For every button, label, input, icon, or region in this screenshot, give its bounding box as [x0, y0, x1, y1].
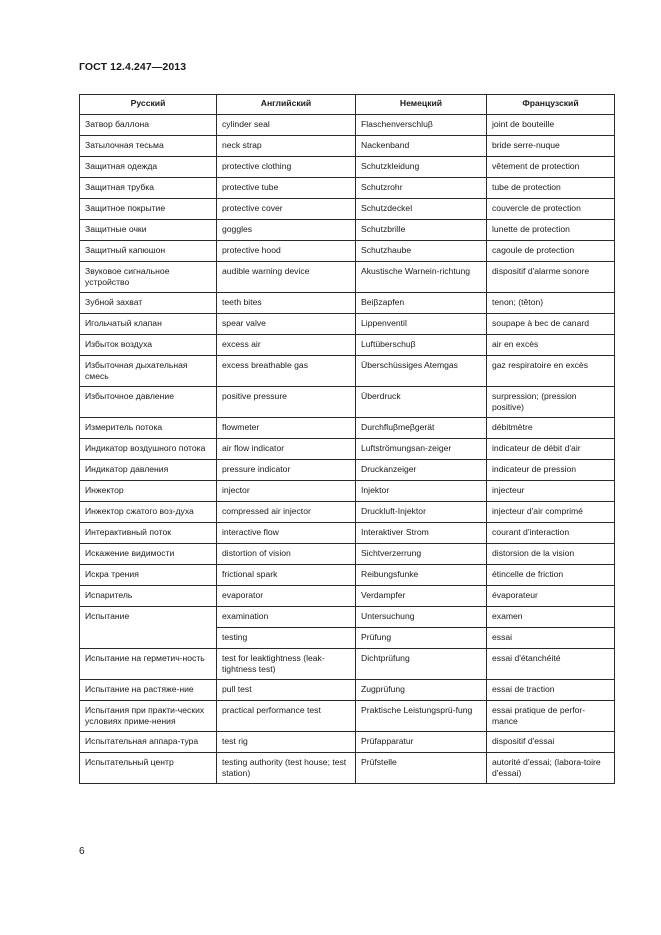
cell-english: spear valve	[217, 314, 356, 335]
cell-russian: Избыток воздуха	[80, 335, 217, 356]
cell-russian: Звуковое сигнальное устройство	[80, 262, 217, 293]
table-row	[80, 387, 615, 418]
cell-french: surpression; (pression positive)	[487, 387, 615, 418]
cell-french: essai	[487, 628, 615, 649]
cell-russian: Инжектор сжатого воз-духа	[80, 502, 217, 523]
cell-german: Sichtverzerrung	[356, 544, 487, 565]
cell-french: vêtement de protection	[487, 157, 615, 178]
table-row	[80, 241, 615, 262]
table-row	[80, 178, 615, 199]
cell-english: flowmeter	[217, 418, 356, 439]
cell-french: injecteur d'air comprimé	[487, 502, 615, 523]
cell-french: étincelle de friction	[487, 565, 615, 586]
cell-english: teeth bites	[217, 293, 356, 314]
cell-english: interactive flow	[217, 523, 356, 544]
cell-english: examination	[217, 607, 356, 628]
cell-english: excess breathable gas	[217, 356, 356, 387]
cell-french: évaporateur	[487, 586, 615, 607]
cell-french: autorité d'essai; (labora-toire d'essai)	[487, 753, 615, 784]
table-row	[80, 262, 615, 293]
table-row	[80, 586, 615, 607]
cell-french: dispositif d'essai	[487, 732, 615, 753]
table-row	[80, 220, 615, 241]
cell-english: injector	[217, 481, 356, 502]
cell-french: distorsion de la vision	[487, 544, 615, 565]
cell-russian: Индикатор давления	[80, 460, 217, 481]
cell-french: essai de traction	[487, 680, 615, 701]
cell-german: Zugprüfung	[356, 680, 487, 701]
cell-english: positive pressure	[217, 387, 356, 418]
cell-russian: Испытание	[80, 607, 217, 649]
cell-german: Beiβzapfen	[356, 293, 487, 314]
table-row	[80, 418, 615, 439]
cell-english: neck strap	[217, 136, 356, 157]
table-row	[80, 607, 615, 628]
cell-english: protective clothing	[217, 157, 356, 178]
cell-french: courant d'interaction	[487, 523, 615, 544]
table-row	[80, 565, 615, 586]
cell-english: compressed air injector	[217, 502, 356, 523]
table-body	[80, 115, 615, 784]
cell-russian: Защитные очки	[80, 220, 217, 241]
cell-german: Lippenventil	[356, 314, 487, 335]
table-row	[80, 680, 615, 701]
column-header-german: Немецкий	[356, 95, 487, 115]
table-header-row	[80, 95, 615, 115]
cell-russian: Защитная одежда	[80, 157, 217, 178]
terminology-table	[79, 94, 615, 784]
cell-russian: Затылочная тесьма	[80, 136, 217, 157]
cell-german: Luftströmungsan-zeiger	[356, 439, 487, 460]
cell-french: bride serre-nuque	[487, 136, 615, 157]
cell-english: goggles	[217, 220, 356, 241]
cell-french: couvercle de protection	[487, 199, 615, 220]
cell-french: indicateur de débit d'air	[487, 439, 615, 460]
cell-german: Schutzbrille	[356, 220, 487, 241]
cell-english: testing	[217, 628, 356, 649]
cell-russian: Искажение видимости	[80, 544, 217, 565]
cell-russian: Интерактивный поток	[80, 523, 217, 544]
table-row	[80, 157, 615, 178]
cell-russian: Измеритель потока	[80, 418, 217, 439]
cell-french: indicateur de pression	[487, 460, 615, 481]
cell-german: Prüfung	[356, 628, 487, 649]
cell-russian: Избыточная дыхательная смесь	[80, 356, 217, 387]
cell-english: protective cover	[217, 199, 356, 220]
cell-german: Verdampfer	[356, 586, 487, 607]
cell-russian: Индикатор воздушного потока	[80, 439, 217, 460]
cell-french: lunette de protection	[487, 220, 615, 241]
cell-german: Schutzkleidung	[356, 157, 487, 178]
table-row	[80, 732, 615, 753]
table-row	[80, 335, 615, 356]
cell-russian: Испытание на растяже-ние	[80, 680, 217, 701]
cell-english: audible warning device	[217, 262, 356, 293]
cell-russian: Испытательная аппара-тура	[80, 732, 217, 753]
cell-french: cagoule de protection	[487, 241, 615, 262]
table-row	[80, 314, 615, 335]
table-row	[80, 481, 615, 502]
cell-french: essai pratique de perfor-mance	[487, 701, 615, 732]
cell-english: air flow indicator	[217, 439, 356, 460]
cell-english: testing authority (test house; test station)	[217, 753, 356, 784]
cell-german: Untersuchung	[356, 607, 487, 628]
cell-russian: Затвор баллона	[80, 115, 217, 136]
cell-russian: Испытания при практи-ческих условиях приме-нения	[80, 701, 217, 732]
cell-russian: Защитная трубка	[80, 178, 217, 199]
table-row	[80, 502, 615, 523]
cell-german: Schutzrohr	[356, 178, 487, 199]
cell-french: dispositif d'alarme sonore	[487, 262, 615, 293]
table-row	[80, 293, 615, 314]
cell-english: protective hood	[217, 241, 356, 262]
cell-french: injecteur	[487, 481, 615, 502]
cell-english: excess air	[217, 335, 356, 356]
column-header-russian: Русский	[80, 95, 217, 115]
table-row	[80, 115, 615, 136]
cell-english: evaporator	[217, 586, 356, 607]
cell-russian: Искра трения	[80, 565, 217, 586]
cell-german: Druckluft-Injektor	[356, 502, 487, 523]
cell-russian: Защитное покрытие	[80, 199, 217, 220]
cell-german: Überdruck	[356, 387, 487, 418]
table-row	[80, 356, 615, 387]
cell-french: joint de bouteille	[487, 115, 615, 136]
cell-german: Akustische Warnein-richtung	[356, 262, 487, 293]
table-row	[80, 523, 615, 544]
table-row	[80, 753, 615, 784]
cell-english: protective tube	[217, 178, 356, 199]
cell-german: Durchfluβmeβgerät	[356, 418, 487, 439]
cell-russian: Зубной захват	[80, 293, 217, 314]
column-header-french: Французский	[487, 95, 615, 115]
cell-german: Schutzhaube	[356, 241, 487, 262]
table-row	[80, 649, 615, 680]
cell-german: Überschüssiges Atemgas	[356, 356, 487, 387]
cell-german: Interaktiver Strom	[356, 523, 487, 544]
cell-english: frictional spark	[217, 565, 356, 586]
table-row	[80, 439, 615, 460]
cell-german: Druckanzeiger	[356, 460, 487, 481]
cell-russian: Инжектор	[80, 481, 217, 502]
cell-french: débitmètre	[487, 418, 615, 439]
cell-german: Injektor	[356, 481, 487, 502]
table-row	[80, 199, 615, 220]
table-row	[80, 136, 615, 157]
cell-english: practical performance test	[217, 701, 356, 732]
table-row	[80, 701, 615, 732]
page-number: 6	[79, 846, 85, 857]
cell-german: Prüfapparatur	[356, 732, 487, 753]
cell-french: essai d'étanchéité	[487, 649, 615, 680]
cell-english: pressure indicator	[217, 460, 356, 481]
cell-german: Flaschenverschluβ	[356, 115, 487, 136]
cell-russian: Защитный капюшон	[80, 241, 217, 262]
cell-german: Schutzdeckel	[356, 199, 487, 220]
cell-russian: Избыточное давление	[80, 387, 217, 418]
cell-german: Praktische Leistungsprü-fung	[356, 701, 487, 732]
cell-german: Reibungsfunke	[356, 565, 487, 586]
cell-russian: Игольчатый клапан	[80, 314, 217, 335]
document-header: ГОСТ 12.4.247—2013	[79, 61, 187, 73]
cell-german: Nackenband	[356, 136, 487, 157]
cell-english: cylinder seal	[217, 115, 356, 136]
cell-french: examen	[487, 607, 615, 628]
cell-russian: Испытание на герметич-ность	[80, 649, 217, 680]
cell-french: tube de protection	[487, 178, 615, 199]
cell-german: Luftüberschuβ	[356, 335, 487, 356]
cell-russian: Испытательный центр	[80, 753, 217, 784]
cell-french: soupape à bec de canard	[487, 314, 615, 335]
cell-english: distortion of vision	[217, 544, 356, 565]
cell-french: air en excès	[487, 335, 615, 356]
cell-russian: Испаритель	[80, 586, 217, 607]
cell-german: Prüfstelle	[356, 753, 487, 784]
cell-english: test rig	[217, 732, 356, 753]
cell-french: gaz respiratoire en excès	[487, 356, 615, 387]
column-header-english: Английский	[217, 95, 356, 115]
cell-english: test for leaktightness (leak-tightness test)	[217, 649, 356, 680]
cell-english: pull test	[217, 680, 356, 701]
table-row	[80, 544, 615, 565]
cell-french: tenon; (têton)	[487, 293, 615, 314]
cell-german: Dichtprüfung	[356, 649, 487, 680]
table-row	[80, 460, 615, 481]
